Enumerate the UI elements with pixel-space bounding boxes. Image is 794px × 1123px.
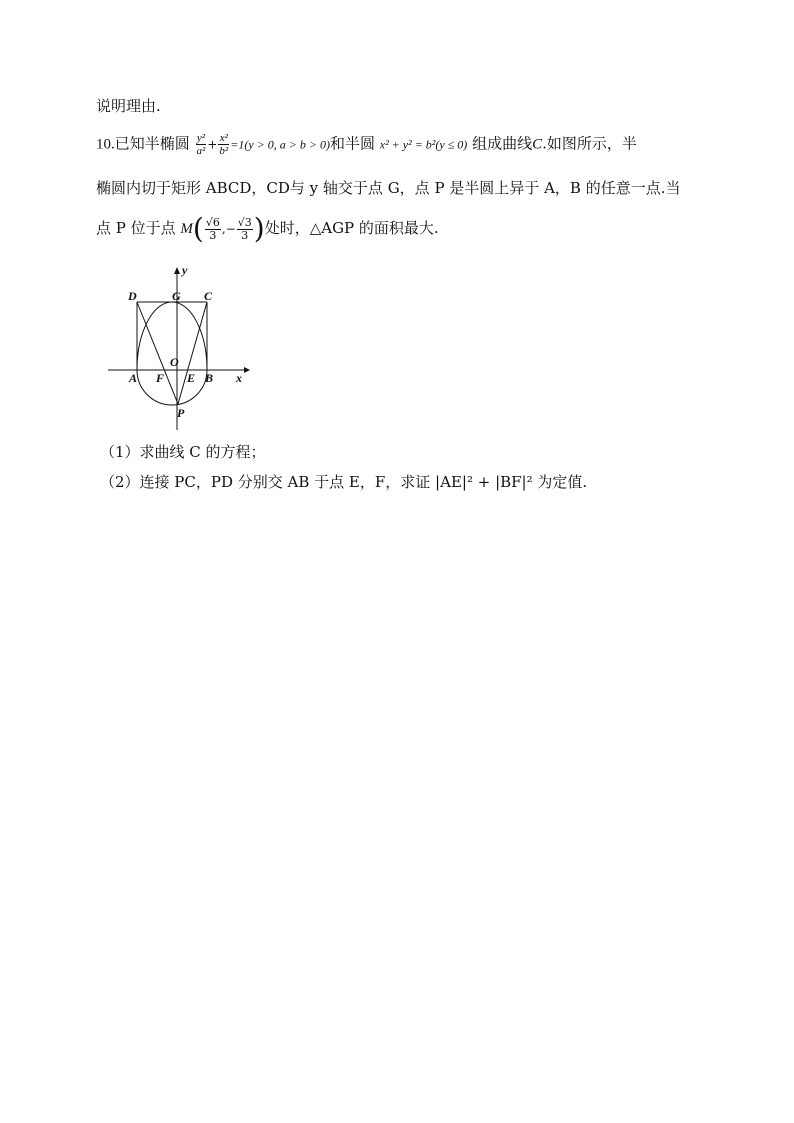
ellipse-fraction-x <box>218 132 229 157</box>
m-x-den: 3 <box>209 228 217 242</box>
label-d: D <box>128 289 137 303</box>
m-comma: ,− <box>221 222 236 236</box>
line3-pre: 点 P 位于点 <box>96 219 176 237</box>
problem-text-b: 和半圆 <box>329 134 375 153</box>
ellipse-a-den: a² <box>196 145 206 157</box>
x-axis-arrow <box>244 367 250 373</box>
label-c: C <box>204 289 213 303</box>
problem-number: 10. <box>96 136 115 153</box>
curve-name: C <box>532 136 543 153</box>
intro-label: 说明理由. <box>96 97 161 115</box>
problem-text-d: .如图所示，半 <box>542 134 637 153</box>
ellipse-b-den: b² <box>219 145 229 157</box>
problem-line-1: 10.已知半椭圆 $\frac{\text{y²}}{\text{a²}}$ + $\frac{\text{x²}}{\text{b²}}$ =1(y > 0, a > b > 0)和半圆 x² + y² = b²(y ≤ 0) 组成曲线C.如图所示，半 <box>96 132 637 157</box>
question-1-text: （1）求曲线 C 的方程； <box>100 443 266 461</box>
left-paren: ( <box>192 212 204 245</box>
ellipse-fraction-y <box>196 132 207 157</box>
problem-line-3 <box>96 210 439 247</box>
geometry-figure <box>100 262 260 430</box>
point-m-label: M <box>180 221 193 237</box>
label-g: G <box>172 289 181 303</box>
label-e: E <box>187 371 196 385</box>
right-paren: ) <box>253 212 265 245</box>
label-x: x <box>236 371 242 385</box>
question-1 <box>100 442 266 462</box>
circle-equation: x² + y² = b²(y ≤ 0) <box>379 137 468 152</box>
ellipse-x-num: x² <box>219 132 228 144</box>
m-y-num: √3 <box>237 215 252 229</box>
m-y-fraction <box>237 217 253 242</box>
ellipse-y-num: y² <box>196 132 206 144</box>
ellipse-tail: =1(y > 0, a > b > 0) <box>230 137 330 152</box>
m-x-num: √6 <box>205 215 220 229</box>
y-axis-arrow <box>174 267 180 274</box>
problem-line-2-text: 椭圆内切于矩形 ABCD，CD与 y 轴交于点 G，点 P 是半圆上异于 A，B 的任意一点.当 <box>96 179 681 197</box>
line3-post: 处时，△AGP 的面积最大. <box>264 219 439 237</box>
intro-text <box>96 96 161 116</box>
m-x-fraction <box>205 217 221 242</box>
line-pd <box>137 302 178 404</box>
label-f: F <box>156 371 165 385</box>
half-circle <box>137 370 207 405</box>
label-b: B <box>205 371 214 385</box>
question-2 <box>100 472 587 492</box>
label-a: A <box>129 371 138 385</box>
line-pc <box>178 302 207 404</box>
label-y: y <box>182 263 188 277</box>
question-2-text: （2）连接 PC，PD 分别交 AB 于点 E，F，求证 |AE|² + |BF|² 为定值. <box>100 473 588 491</box>
label-o: O <box>170 355 179 369</box>
problem-line-2 <box>96 178 680 198</box>
problem-text-c: 组成曲线 <box>472 134 533 153</box>
label-p: P <box>177 406 185 420</box>
problem-text-a: 已知半椭圆 <box>114 134 190 153</box>
m-y-den: 3 <box>241 228 249 242</box>
